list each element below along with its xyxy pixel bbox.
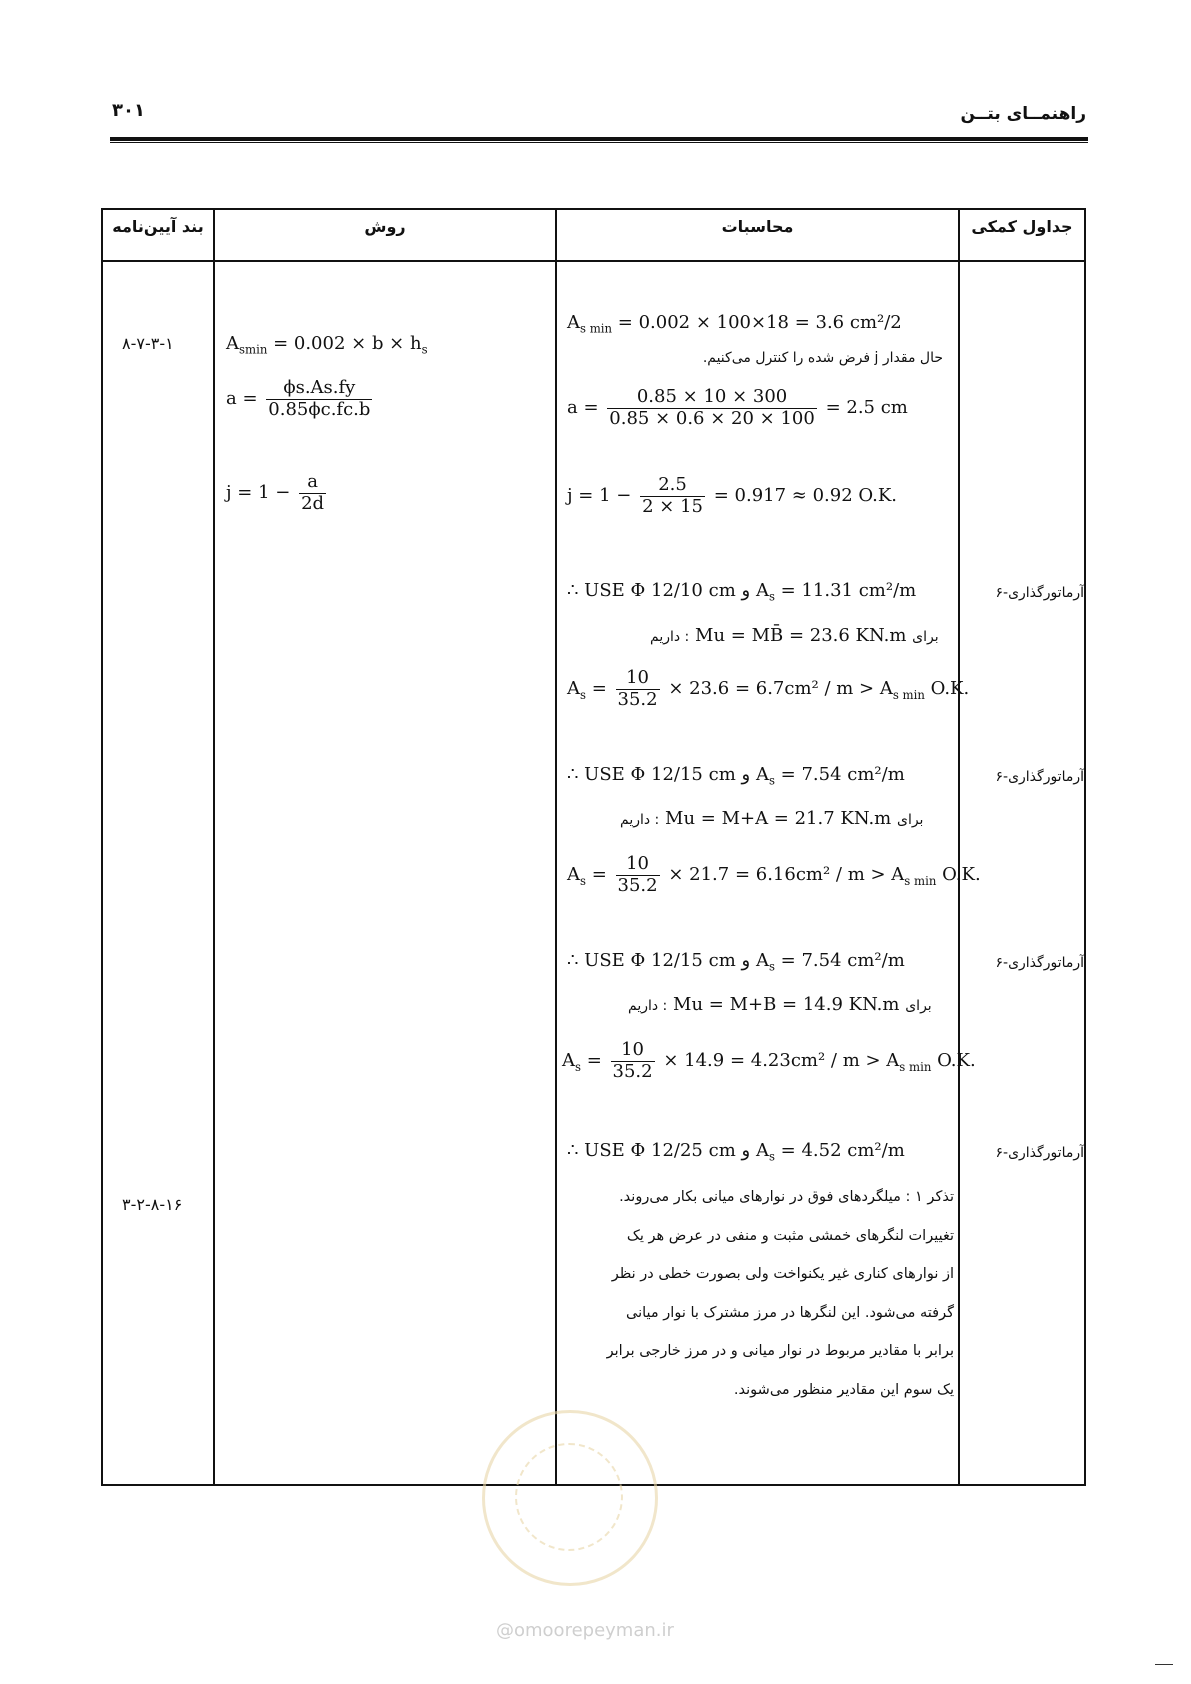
calc-moment: داریم : Mu = M+A = 21.7 KN.m برای <box>620 808 924 829</box>
calc-use-bar: ∴ USE Φ 12/25 cm و $A_s = 4.52$ cm²/m <box>567 1140 905 1164</box>
book-title: راهنمــای بتــن <box>960 104 1086 124</box>
note-line: تغییرات لنگرهای خمشی مثبت و منفی در عرض هر یک <box>626 1227 954 1244</box>
header-rule-thin <box>110 142 1088 143</box>
page-edge-mark <box>1155 1664 1173 1665</box>
calc-use-bar: ∴ USE Φ 12/15 cm و $A_s = 7.54$ cm²/m <box>567 950 905 974</box>
calc-as-check: $A_s$ = $\frac{10}{35.2}$ × $23.6 = 6.7cm^2 / m > A_{s min}$ O.K. <box>567 667 970 710</box>
aux-table-ref: آرماتورگذاری-۶ <box>995 1145 1084 1161</box>
table-header-divider <box>101 260 1086 262</box>
calc-a: a = $\frac{0.85 \times 10 \times 300}{0.85 \times 0.6 \times 20 \times 100}$ = 2.5 cm <box>567 386 908 429</box>
calc-use-bar: ∴ USE Φ 12/15 cm و $A_s = 7.54$ cm²/m <box>567 764 905 788</box>
calc-as-check: $A_s$ = $\frac{10}{35.2}$ × $21.7 = 6.16cm^2 / m > A_{s min}$ O.K. <box>567 853 981 896</box>
calc-moment: داریم : Mu = MB̄ = 23.6 KN.m برای <box>650 625 939 646</box>
calc-asmin: $A_{s min} = 0.002 \times 100\times 18 = 3.6$ cm²/2 <box>567 312 902 336</box>
note-line: گرفته می‌شود. این لنگرها در مرز مشترک با نوار میانی <box>626 1304 954 1321</box>
watermark-seal <box>482 1410 658 1586</box>
aux-table-ref: آرماتورگذاری-۶ <box>995 955 1084 971</box>
aux-table-ref: آرماتورگذاری-۶ <box>995 585 1084 601</box>
note-line: تذکر ۱ : میلگردهای فوق در نوارهای میانی بکار می‌روند. <box>619 1189 954 1205</box>
watermark-text: @omoorepeyman.ir <box>496 1620 674 1641</box>
code-ref: ۸-۷-۳-۱ <box>122 334 174 353</box>
note-line: از نوارهای کناری غیر یکنواخت ولی بصورت خطی در نظر <box>611 1266 954 1282</box>
header-rule-thick <box>110 137 1088 141</box>
calc-as-check: $A_s$ = $\frac{10}{35.2}$ × $14.9 = 4.23cm^2 / m > A_{s min}$ O.K. <box>562 1039 976 1082</box>
code-ref: ۳-۲-۸-۱۶ <box>122 1195 183 1214</box>
header-aux-tables: جداول کمکی <box>971 217 1073 236</box>
calc-j: j = 1 − $\frac{2.5}{2 \times 15}$ = 0.917 ≈ 0.92 O.K. <box>567 474 897 517</box>
note-line: برابر با مقادیر مربوط در نوار میانی و در مرز خارجی برابر <box>606 1343 954 1359</box>
note-paragraph <box>562 1178 954 1409</box>
page-number: ۳۰۱ <box>112 100 145 121</box>
column-divider-2 <box>555 208 557 1486</box>
note-line: یک سوم این مقادیر منظور می‌شوند. <box>733 1381 954 1398</box>
calc-check-j-text: حال مقدار j فرض شده را کنترل می‌کنیم. <box>702 350 943 366</box>
calc-moment: داریم : Mu = M+B = 14.9 KN.m برای <box>628 994 932 1015</box>
header-code-clause: بند آیین‌نامه <box>112 217 204 236</box>
header-method: روش <box>364 217 406 236</box>
method-asmin-formula: $A_{smin} = 0.002 \times b \times h_s$ <box>226 333 428 357</box>
column-divider-1 <box>213 208 215 1486</box>
calc-use-bar: ∴ USE Φ 12/10 cm و $A_s = 11.31$ cm²/m <box>567 580 917 604</box>
header-calculations: محاسبات <box>721 217 794 236</box>
method-a-formula: a = $\frac{\phi s.As.fy}{0.85\phi c.fc.b}$ <box>226 377 371 420</box>
column-divider-3 <box>958 208 960 1486</box>
aux-table-ref: آرماتورگذاری-۶ <box>995 769 1084 785</box>
method-j-formula: j = 1 − $\frac{a}{2d}$ <box>226 471 325 514</box>
